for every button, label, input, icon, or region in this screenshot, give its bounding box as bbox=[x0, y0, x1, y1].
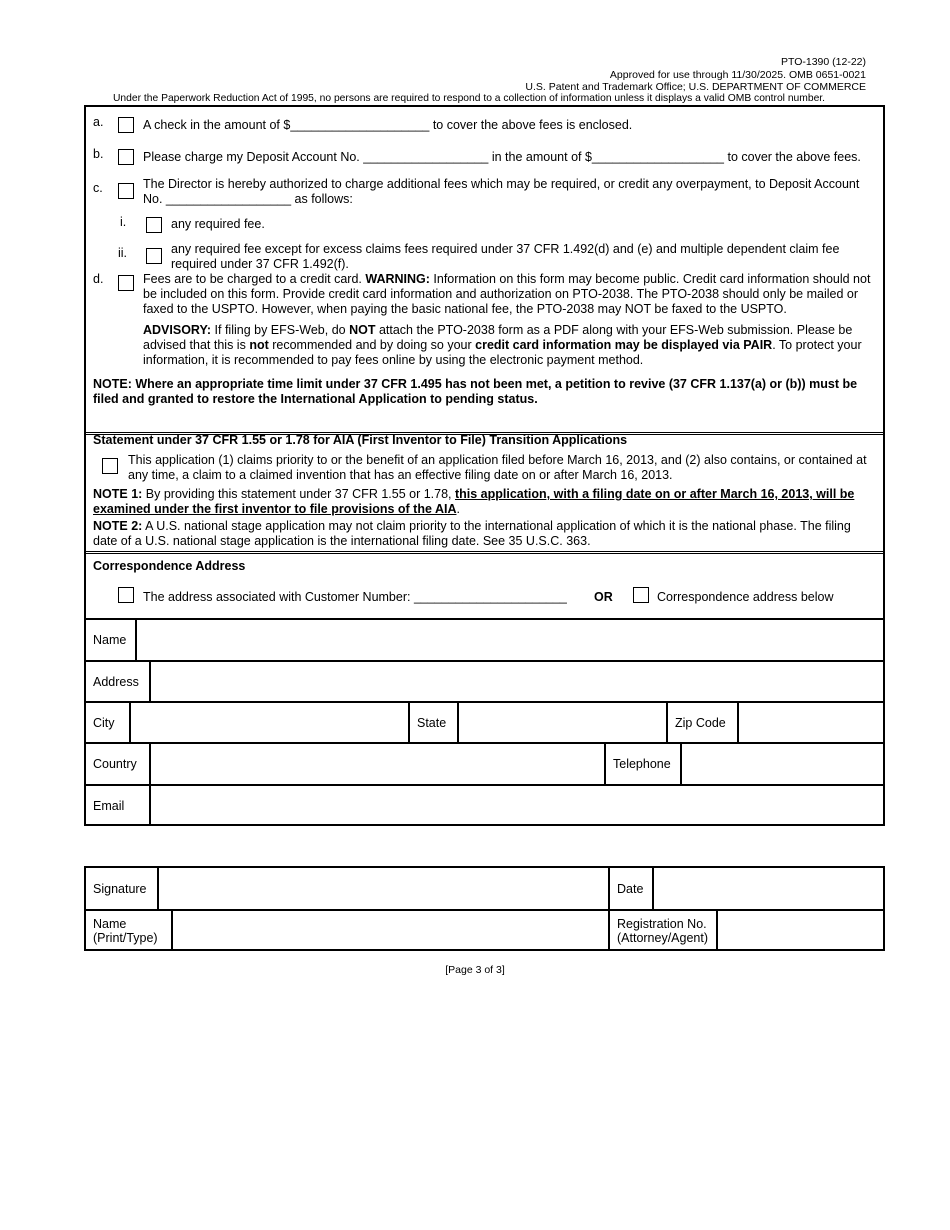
aia-statement-checkbox[interactable] bbox=[102, 458, 118, 474]
address-field[interactable] bbox=[149, 662, 883, 702]
item-c-letter: c. bbox=[93, 181, 103, 195]
signature-label: Signature bbox=[93, 881, 147, 896]
item-c-text: The Director is hereby authorized to charge additional fees which may be required, or credit any overpayment, to Deposit Account No. __________________ as follows: bbox=[143, 177, 860, 206]
name-label: Name bbox=[93, 633, 127, 647]
aia-title: Statement under 37 CFR 1.55 or 1.78 for AIA (First Inventor to File) Transition Applications bbox=[93, 433, 628, 447]
fee-except-excess-checkbox[interactable] bbox=[146, 248, 162, 264]
state-label: State bbox=[408, 703, 457, 743]
form-frame bbox=[84, 105, 885, 826]
correspondence-section bbox=[86, 554, 883, 618]
item-c-i-text: any required fee. bbox=[171, 217, 265, 231]
name-row bbox=[86, 618, 883, 660]
item-b-letter: b. bbox=[93, 147, 104, 161]
item-c-ii-text: any required fee except for excess claims fees required under 37 CFR 1.492(d) and (e) and multiple dependent claim fee required under 37 CFR 1.492(f). bbox=[171, 242, 840, 271]
state-field[interactable] bbox=[457, 703, 666, 743]
email-label: Email bbox=[93, 799, 125, 813]
signature-field[interactable] bbox=[157, 868, 608, 909]
omb-approval: Approved for use through 11/30/2025. OMB 0651-0021 bbox=[609, 69, 866, 81]
registration-field[interactable] bbox=[716, 911, 883, 951]
aia-section bbox=[86, 435, 883, 551]
item-a-letter: a. bbox=[93, 115, 104, 129]
page-number: [Page 3 of 3] bbox=[445, 964, 505, 976]
signature-row bbox=[86, 868, 883, 909]
fees-section bbox=[86, 107, 883, 432]
country-label: Country bbox=[93, 757, 137, 771]
registration-label: Registration No. (Attorney/Agent) bbox=[608, 911, 716, 951]
deposit-account-checkbox[interactable] bbox=[118, 149, 134, 165]
item-c-i-numeral: i. bbox=[120, 215, 127, 229]
credit-card-checkbox[interactable] bbox=[118, 275, 134, 291]
date-label: Date bbox=[608, 868, 652, 909]
agency-line: U.S. Patent and Trademark Office; U.S. DEPARTMENT OF COMMERCE bbox=[525, 81, 866, 93]
name-field[interactable] bbox=[135, 620, 883, 660]
item-d-letter: d. bbox=[93, 272, 104, 286]
city-row bbox=[86, 701, 883, 743]
signature-block bbox=[84, 866, 885, 951]
customer-number-checkbox[interactable] bbox=[118, 587, 134, 603]
address-label: Address bbox=[93, 675, 139, 689]
item-c-ii-numeral: ii. bbox=[118, 246, 128, 260]
item-b-text: Please charge my Deposit Account No. __________________ in the amount of $___________________ to cover the above fees. bbox=[143, 150, 861, 164]
aia-statement: This application (1) claims priority to or the benefit of an application filed before March 16, 2013, and (2) also contains, or contained at any time, a claim to a claimed invention that has an effective filing date on or after March 16, 2013. bbox=[128, 453, 867, 482]
director-authorized-checkbox[interactable] bbox=[118, 183, 134, 199]
form-id: PTO-1390 (12-22) bbox=[780, 56, 866, 68]
zip-label: Zip Code bbox=[666, 703, 737, 743]
check-enclosed-checkbox[interactable] bbox=[118, 117, 134, 133]
print-name-field[interactable] bbox=[171, 911, 608, 951]
city-label: City bbox=[93, 716, 115, 730]
address-below-label: Correspondence address below bbox=[657, 590, 834, 604]
address-row bbox=[86, 660, 883, 702]
name-reg-row bbox=[86, 909, 883, 951]
country-row bbox=[86, 742, 883, 784]
email-row bbox=[86, 784, 883, 826]
any-required-fee-checkbox[interactable] bbox=[146, 217, 162, 233]
correspondence-title: Correspondence Address bbox=[93, 559, 246, 573]
city-field[interactable] bbox=[129, 703, 408, 743]
paperwork-notice: Under the Paperwork Reduction Act of 1995, no persons are required to respond to a collection of information unless it displays a valid OMB control number. bbox=[113, 93, 826, 104]
item-a-text: A check in the amount of $____________________ to cover the above fees is enclosed. bbox=[143, 118, 633, 132]
telephone-label: Telephone bbox=[604, 744, 680, 784]
date-field[interactable] bbox=[652, 868, 883, 909]
country-field[interactable] bbox=[149, 744, 604, 784]
aia-note-2: NOTE 2: A U.S. national stage application may not claim priority to the international application of which it is the national phase. The filing date of a U.S. national stage application is the international filing date. See 35 U.S.C. 363. bbox=[93, 519, 851, 548]
advisory-text: ADVISORY: If filing by EFS-Web, do NOT attach the PTO-2038 form as a PDF along with your EFS-Web submission. Please be advised that this is not recommended and by doing so your credit card information may be displayed via PAIR. To protect your information, it is recommended to pay fees online by using the electronic payment method. bbox=[143, 323, 862, 367]
revive-note: NOTE: Where an appropriate time limit under 37 CFR 1.495 has not been met, a petition to revive (37 CFR 1.137(a) or (b)) must be filed and granted to restore the International Application to pending status. bbox=[93, 377, 858, 406]
or-label: OR bbox=[594, 590, 613, 604]
email-field[interactable] bbox=[149, 786, 883, 826]
address-below-checkbox[interactable] bbox=[633, 587, 649, 603]
item-d-text: Fees are to be charged to a credit card. WARNING: Information on this form may become public. Credit card information should not be included on this form. Provide credit card information and authorization on PTO-2038. The PTO-2038 should only be mailed or faxed to the USPTO. However, when paying the basic national fee, the PTO-2038 may NOT be faxed to the USPTO. bbox=[143, 272, 871, 316]
print-name-label: Name (Print/Type) bbox=[93, 917, 158, 945]
customer-number-label: The address associated with Customer Number: ______________________ bbox=[143, 590, 567, 604]
aia-note-1: NOTE 1: By providing this statement under 37 CFR 1.55 or 1.78, this application, with a filing date on or after March 16, 2013, will be examined under the first inventor to file provisions of the AIA. bbox=[93, 487, 855, 516]
telephone-field[interactable] bbox=[680, 744, 883, 784]
zip-field[interactable] bbox=[737, 703, 883, 743]
